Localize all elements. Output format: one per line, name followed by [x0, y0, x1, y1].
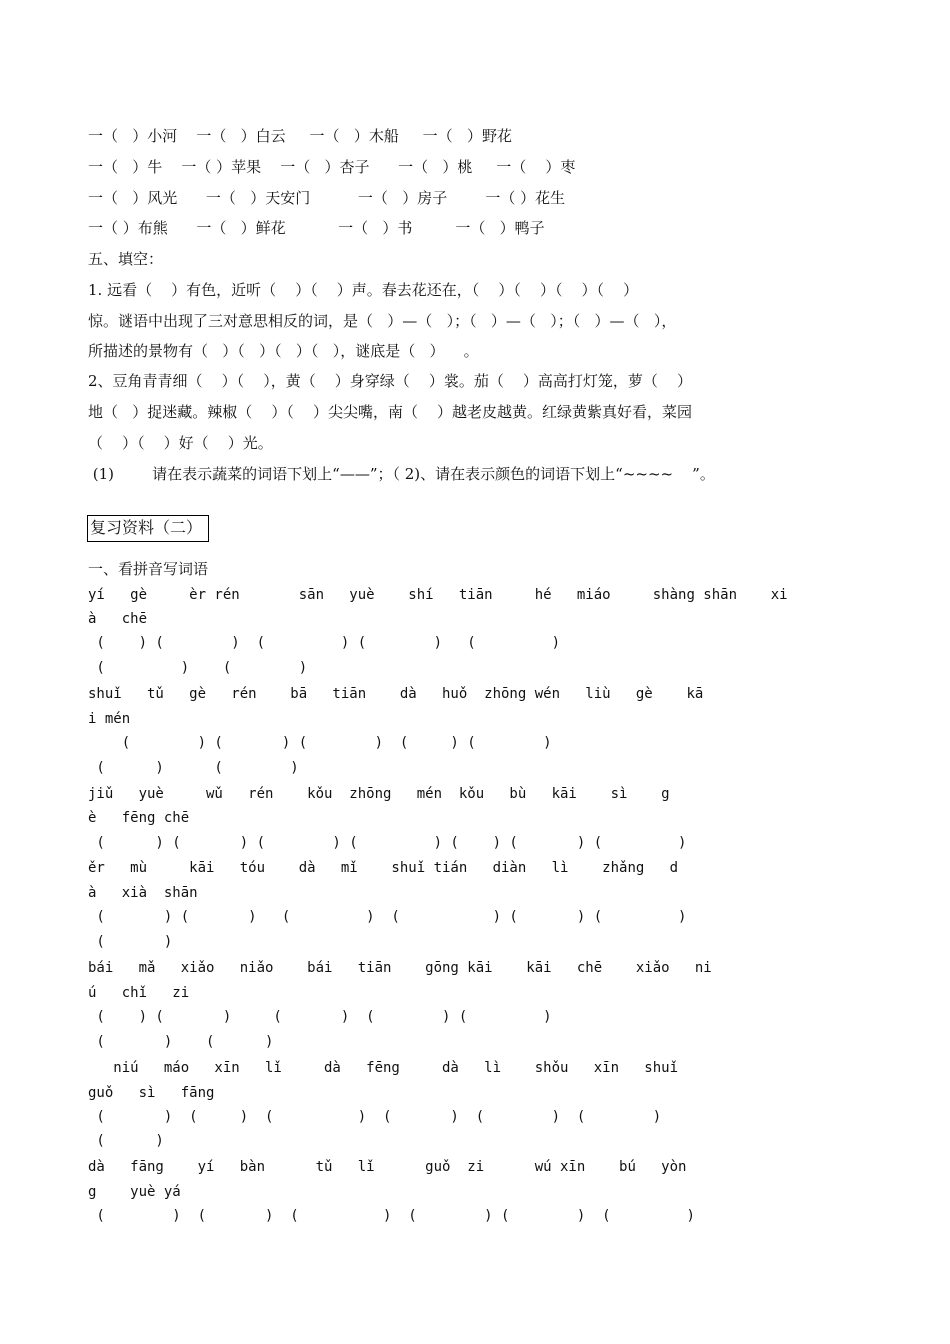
review-material-title: 复习资料（二） — [87, 515, 209, 542]
blank-line: ( ) ( ) ( ) ( ) ( ) ( ) — [88, 909, 687, 925]
blank-line: ( ) ( ) ( ) ( ) ( ) — [88, 735, 552, 751]
pinyin-line: à chē — [88, 611, 148, 627]
pinyin-line: yí gè èr rén sān yuè shí tiān hé miáo shàng shān xi — [88, 587, 788, 603]
blank-line: ( ) ( ) — [88, 760, 299, 776]
pinyin-line: è fēng chē — [88, 810, 190, 826]
pinyin-line: dà fāng yí bàn tǔ lǐ guǒ zi wú xīn bú yòn — [88, 1159, 687, 1175]
fill-line-3: 所描述的景物有（ ）（ ）（ ）（ ），谜底是（ ） 。 — [88, 342, 479, 360]
blank-line: ( ) ( ) ( ) ( ) ( ) — [88, 1009, 552, 1025]
fill-line-1: 1. 远看（ ）有色，近听（ ）（ ）声。春去花还在，（ ）（ ）（ ）（ ） — [88, 281, 639, 299]
pinyin-line: ěr mù kāi tóu dà mǐ shuǐ tián diàn lì zhǎng d — [88, 860, 679, 876]
fill-line-4: 2、豆角青青细（ ）（ ），黄（ ）身穿绿（ ）裳。茄（ ）高高打灯笼，萝（ ） — [88, 372, 692, 390]
measure-word-line-4: 一（ ）布熊 一（ ）鲜花 一（ ）书 一（ ）鸭子 — [88, 219, 545, 237]
blank-line: ( ) ( ) ( ) ( ) ( ) ( ) — [88, 1208, 695, 1224]
fill-line-6: （ ）（ ）好（ ）光。 — [88, 434, 273, 452]
blank-line: ( ) ( ) — [88, 1034, 274, 1050]
blank-line: ( ) — [88, 934, 173, 950]
pinyin-line: guǒ sì fāng — [88, 1085, 215, 1101]
pinyin-line: niú máo xīn lǐ dà fēng dà lì shǒu xīn shuǐ — [88, 1060, 679, 1076]
instruction-line: (1) 请在表示蔬菜的词语下划上“——”；（ 2)、请在表示颜色的词语下划上“~~~~ ”。 — [88, 465, 715, 483]
pinyin-line: shuǐ tǔ gè rén bā tiān dà huǒ zhōng wén liù gè kā — [88, 686, 704, 702]
pinyin-line: à xià shān — [88, 885, 198, 901]
pinyin-line: i mén — [88, 711, 131, 727]
pinyin-line: bái mǎ xiǎo niǎo bái tiān gōng kāi kāi chē xiǎo ni — [88, 960, 712, 976]
measure-word-line-2: 一（ ）牛 一（ ）苹果 一（ ）杏子 一（ ）桃 一（ ）枣 — [88, 158, 576, 176]
blank-line: ( ) ( ) ( ) ( ) ( ) ( ) ( ) — [88, 835, 687, 851]
pinyin-line: jiǔ yuè wǔ rén kǒu zhōng mén kǒu bù kāi sì g — [88, 786, 670, 802]
fill-line-5: 地（ ）捉迷藏。辣椒（ ）（ ）尖尖嘴，南（ ）越老皮越黄。红绿黄紫真好看，菜园 — [88, 403, 693, 421]
blank-line: ( ) — [88, 1133, 164, 1149]
pinyin-line: g yuè yá — [88, 1184, 181, 1200]
pinyin-line: ú chǐ zi — [88, 985, 190, 1001]
section-5-title: 五、填空： — [88, 250, 164, 268]
blank-line: ( ) ( ) ( ) ( ) ( ) — [88, 635, 561, 651]
blank-line: ( ) ( ) — [88, 660, 308, 676]
measure-word-line-3: 一（ ）风光 一（ ）天安门 一（ ）房子 一（ ）花生 — [88, 189, 566, 207]
section-1-title: 一、看拼音写词语 — [88, 560, 209, 578]
measure-word-line-1: 一（ ）小河 一（ ）白云 一（ ）木船 一（ ）野花 — [88, 127, 512, 145]
fill-line-2: 惊。谜语中出现了三对意思相反的词，是（ ）—（ ）；（ ）—（ ）；（ ）—（ ）， — [88, 312, 677, 330]
blank-line: ( ) ( ) ( ) ( ) ( ) ( ) — [88, 1109, 662, 1125]
